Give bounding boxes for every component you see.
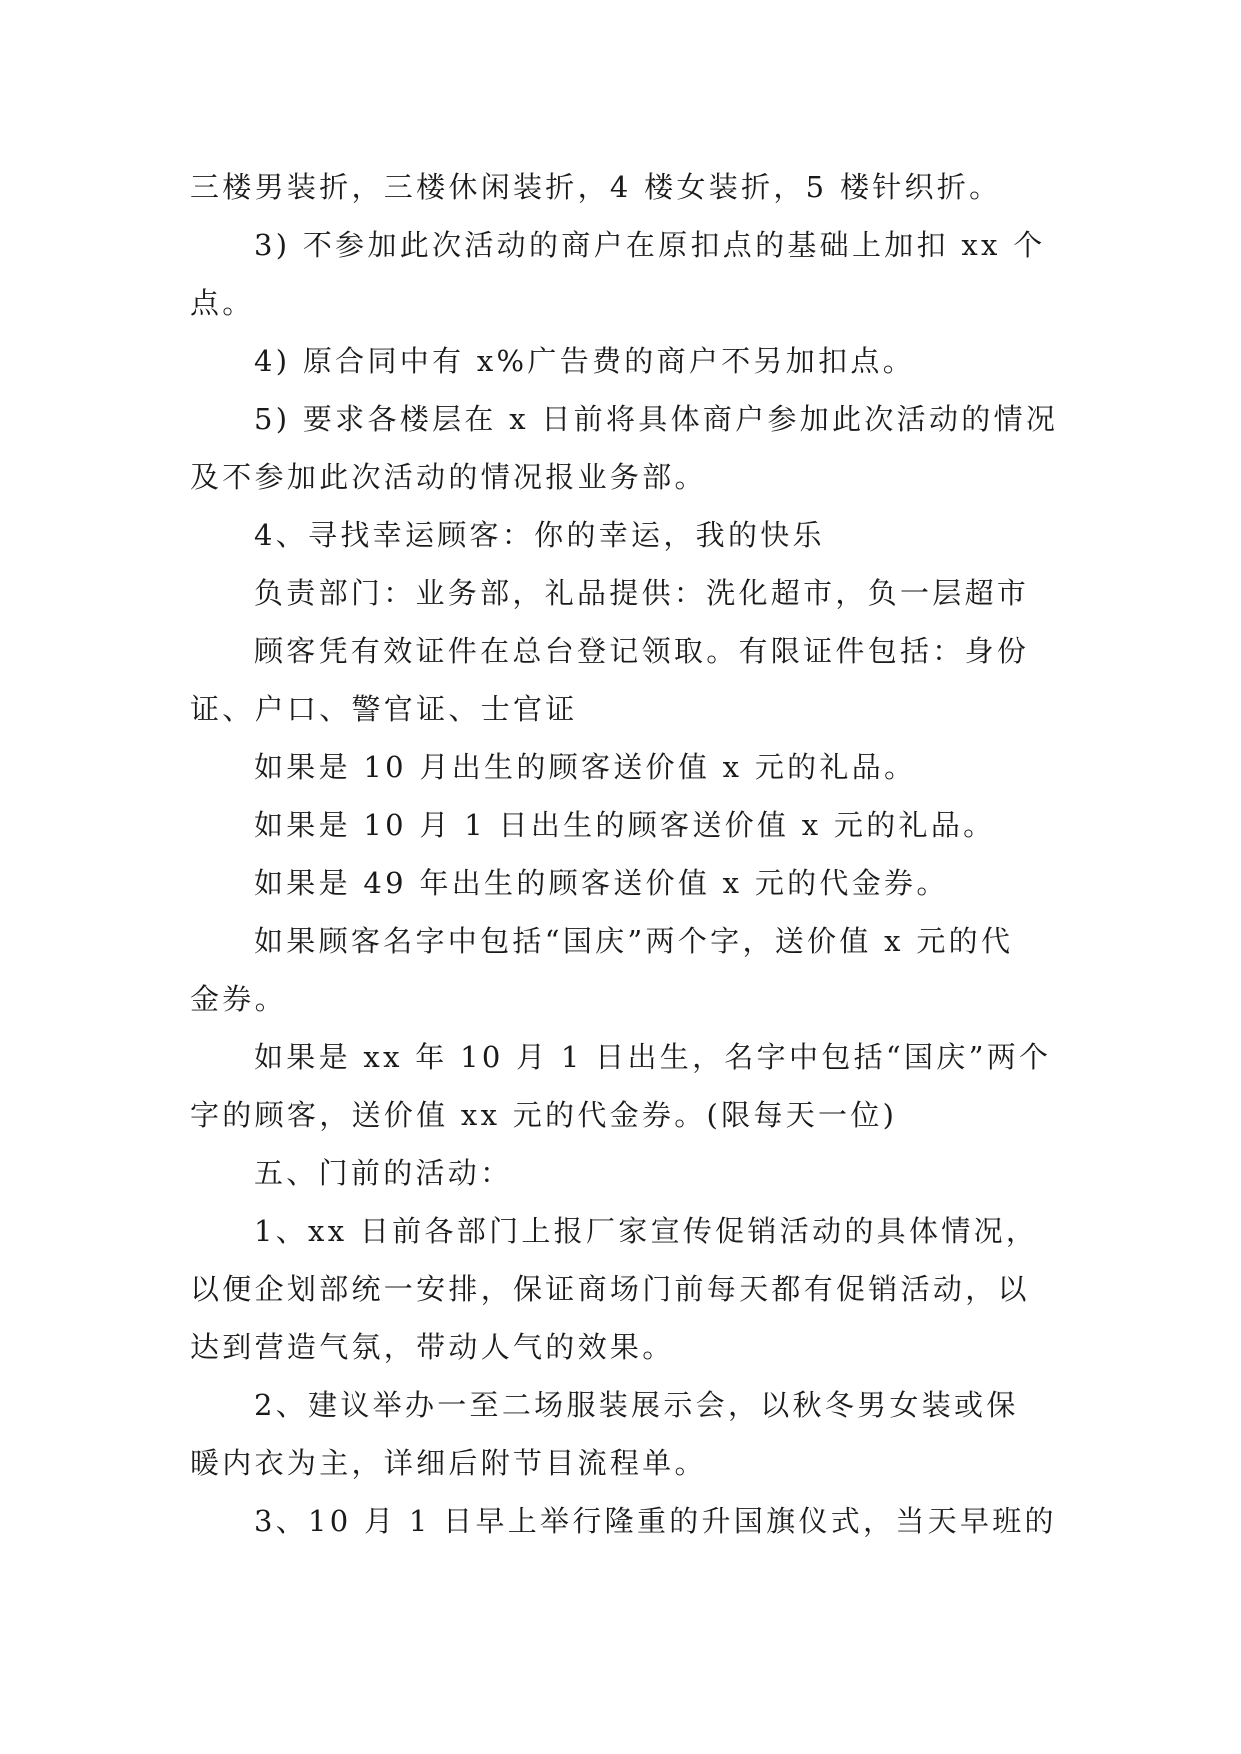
text-line-5: 5) 要求各楼层在 x 日前将具体商户参加此次活动的情况 (254, 402, 1059, 436)
text-line-24: 3、10 月 1 日早上举行隆重的升国旗仪式，当天早班的 (254, 1504, 1057, 1538)
text-line-19: 1、xx 日前各部门上报厂家宣传促销活动的具体情况， (254, 1214, 1039, 1248)
text-line-2: 3) 不参加此次活动的商户在原扣点的基础上加扣 xx 个 (254, 228, 1046, 262)
text-line-22: 2、建议举办一至二场服装展示会，以秋冬男女装或保 (254, 1388, 1019, 1422)
text-line-9: 顾客凭有效证件在总台登记领取。有限证件包括：身份 (254, 634, 1030, 668)
text-line-6: 及不参加此次活动的情况报业务部。 (190, 460, 707, 494)
text-line-12: 如果是 10 月 1 日出生的顾客送价值 x 元的礼品。 (254, 808, 996, 842)
text-line-15: 金券。 (190, 982, 287, 1016)
section-heading-storefront-activities: 五、门前的活动： (254, 1156, 513, 1190)
text-line-14: 如果顾客名字中包括“国庆”两个字，送价值 x 元的代 (254, 924, 1014, 958)
text-line-3: 点。 (190, 286, 255, 320)
text-line-1: 三楼男装折，三楼休闲装折，4 楼女装折，5 楼针织折。 (190, 170, 1002, 204)
text-line-8: 负责部门：业务部，礼品提供：洗化超市，负一层超市 (254, 576, 1030, 610)
section-heading-lucky-customer: 4、寻找幸运顾客：你的幸运，我的快乐 (254, 518, 825, 552)
text-line-4: 4) 原合同中有 x%广告费的商户不另加扣点。 (254, 344, 916, 378)
document-body (190, 158, 1059, 1550)
text-line-20: 以便企划部统一安排，保证商场门前每天都有促销活动，以 (190, 1272, 1030, 1306)
text-line-21: 达到营造气氛，带动人气的效果。 (190, 1330, 675, 1364)
text-line-11: 如果是 10 月出生的顾客送价值 x 元的礼品。 (254, 750, 917, 784)
text-line-16: 如果是 xx 年 10 月 1 日出生，名字中包括“国庆”两个 (254, 1040, 1052, 1074)
text-line-13: 如果是 49 年出生的顾客送价值 x 元的代金券。 (254, 866, 949, 900)
text-line-17: 字的顾客，送价值 xx 元的代金券。(限每天一位) (190, 1098, 898, 1132)
text-line-23: 暖内衣为主，详细后附节目流程单。 (190, 1446, 707, 1480)
text-line-10: 证、户口、警官证、士官证 (190, 692, 578, 726)
